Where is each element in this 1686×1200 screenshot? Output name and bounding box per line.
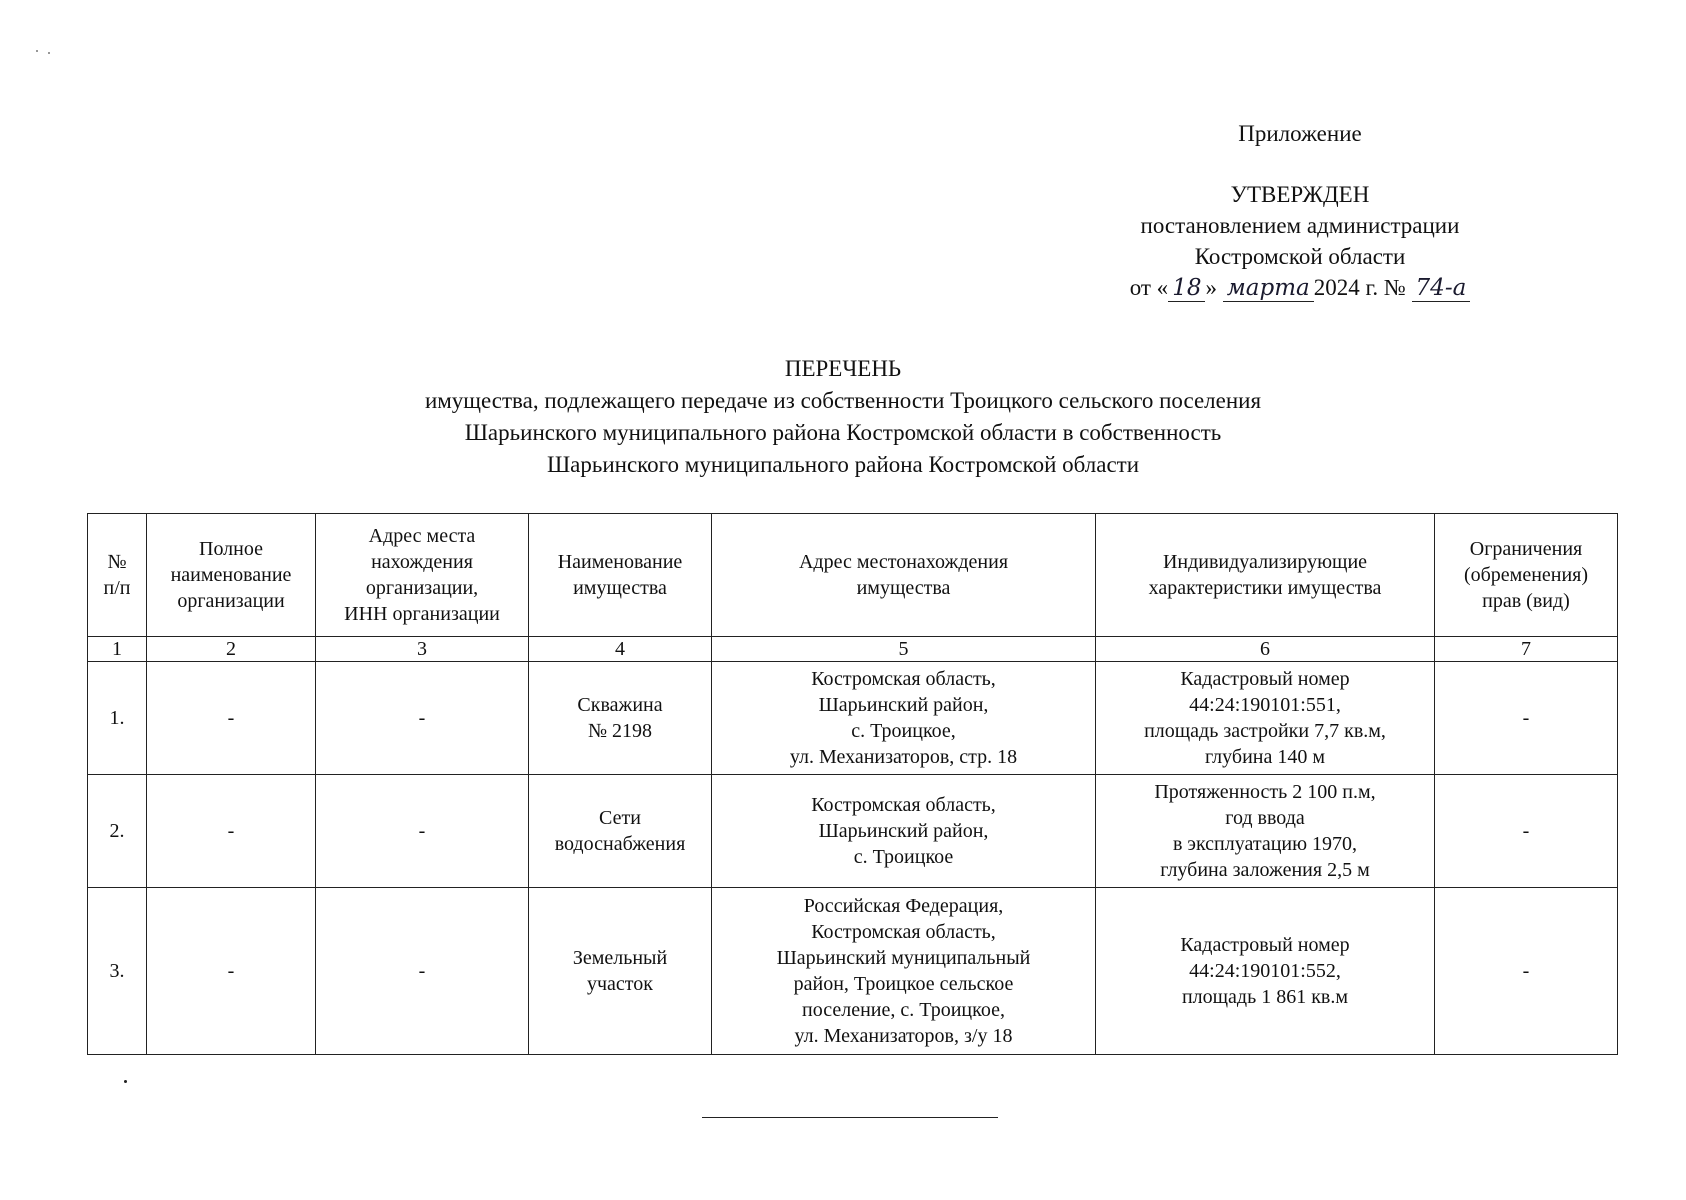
table-row <box>88 662 1618 775</box>
handwritten-month: марта <box>1223 275 1314 302</box>
column-number-row <box>88 637 1618 662</box>
cell-org-name: - <box>147 775 316 888</box>
document-heading <box>0 353 1686 481</box>
header-cell-characteristics: Индивидуализирующие характеристики имущества <box>1096 514 1435 637</box>
column-number: 6 <box>1096 637 1435 662</box>
appendix-label: Приложение <box>1238 121 1362 146</box>
header-cell-property-location: Адрес местонахождения имущества <box>712 514 1096 637</box>
header-cell-number: № п/п <box>88 514 147 637</box>
document-subtitle-line-3: Шарьинского муниципального района Костромской области <box>546 452 1140 477</box>
column-number: 1 <box>88 637 147 662</box>
table-row <box>88 775 1618 888</box>
cell-property-location: Костромская область, Шарьинский район, с. Троицкое, ул. Механизаторов, стр. 18 <box>712 662 1096 775</box>
cell-org-address: - <box>316 888 529 1055</box>
scan-specks <box>36 50 56 54</box>
cell-property-location: Костромская область, Шарьинский район, с. Троицкое <box>712 775 1096 888</box>
column-number: 2 <box>147 637 316 662</box>
handwritten-document-number: 74-а <box>1412 275 1471 302</box>
cell-property-name: Сети водоснабжения <box>529 775 712 888</box>
approval-block <box>1050 118 1550 304</box>
header-cell-org-name: Полное наименование организации <box>147 514 316 637</box>
table-header-row <box>88 514 1618 637</box>
table-row <box>88 888 1618 1055</box>
cell-org-name: - <box>147 888 316 1055</box>
cell-property-location: Российская Федерация, Костромская область, Шарьинский муниципальный район, Троицкое сельское поселение, с. Троицкое, ул. Механизаторов, з/у 18 <box>712 888 1096 1055</box>
cell-characteristics: Кадастровый номер 44:24:190101:552, площадь 1 861 кв.м <box>1096 888 1435 1055</box>
approval-date-line <box>1050 272 1550 304</box>
header-cell-property-name: Наименование имущества <box>529 514 712 637</box>
date-prefix: от « <box>1129 275 1169 300</box>
header-cell-restrictions: Ограничения (обременения) прав (вид) <box>1435 514 1618 637</box>
approval-line-2: Костромской области <box>1194 244 1406 269</box>
cell-property-name: Земельный участок <box>529 888 712 1055</box>
date-day-close: » <box>1205 275 1217 300</box>
cell-restrictions: - <box>1435 888 1618 1055</box>
cell-property-name: Скважина № 2198 <box>529 662 712 775</box>
property-table <box>87 513 1618 1055</box>
column-number: 4 <box>529 637 712 662</box>
end-of-document-rule <box>702 1117 998 1118</box>
column-number: 7 <box>1435 637 1618 662</box>
scan-dot <box>124 1080 127 1083</box>
cell-characteristics: Кадастровый номер 44:24:190101:551, площадь застройки 7,7 кв.м, глубина 140 м <box>1096 662 1435 775</box>
cell-restrictions: - <box>1435 662 1618 775</box>
handwritten-day: 18 <box>1168 275 1205 302</box>
header-cell-org-address: Адрес места нахождения организации, ИНН организации <box>316 514 529 637</box>
document-subtitle-line-1: имущества, подлежащего передаче из собственности Троицкого сельского поселения <box>424 388 1262 413</box>
row-number: 3. <box>88 888 147 1055</box>
row-number: 2. <box>88 775 147 888</box>
approval-line-1: постановлением администрации <box>1140 213 1460 238</box>
column-number: 5 <box>712 637 1096 662</box>
date-year-number-label: 2024 г. № <box>1313 275 1406 300</box>
row-number: 1. <box>88 662 147 775</box>
document-title: ПЕРЕЧЕНЬ <box>784 356 902 381</box>
cell-org-name: - <box>147 662 316 775</box>
document-subtitle-line-2: Шарьинского муниципального района Костромской области в собственность <box>464 420 1222 445</box>
approved-label: УТВЕРЖДЕН <box>1230 182 1370 207</box>
cell-org-address: - <box>316 775 529 888</box>
cell-restrictions: - <box>1435 775 1618 888</box>
column-number: 3 <box>316 637 529 662</box>
cell-org-address: - <box>316 662 529 775</box>
cell-characteristics: Протяженность 2 100 п.м, год ввода в эксплуатацию 1970, глубина заложения 2,5 м <box>1096 775 1435 888</box>
